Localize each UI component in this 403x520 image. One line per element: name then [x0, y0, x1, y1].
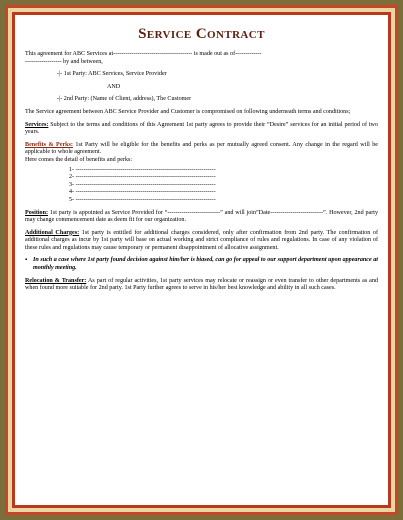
position-text: 1st party is appointed as Service Provided for “--------------------------” and will join”Date--------------------------”. However, 2nd party may change commencement date as deem fit for our organization.: [25, 209, 378, 224]
contract-content: [25, 25, 378, 499]
position-heading: Position:: [25, 209, 49, 216]
list-item: 3- ---------------------------------------------------------------------: [69, 181, 216, 188]
outer-frame: [5, 5, 398, 515]
list-item: 4- ---------------------------------------------------------------------: [69, 189, 216, 196]
agreement-paragraph: The Service agreement between ABC Service Provider and Customer is compromised on following underneath terms and conditions;: [25, 108, 351, 115]
services-heading: Services:: [25, 121, 49, 128]
intro-line: This agreement for ABC Services at--------------------------------------- is made out as of-------------: [25, 51, 262, 57]
mid-frame: [8, 8, 395, 512]
charges-text: 1st party is entitled for additional charges considered, only after confirmation from 2nd party. The confirmation of additional charges as incur by 1st party will base on actual working and strict compliance of rules and regulations. In case of any violation of these rules and regulations may cause temporary or permanent disappointment of allocative assignment.: [25, 229, 378, 251]
relocation-heading: Relocation & Transfer:: [25, 277, 87, 284]
contract-page: [15, 15, 388, 505]
appeal-note: [25, 257, 378, 272]
benefits-section: [25, 142, 378, 157]
first-party: -|- 1st Party: ABC Services, Service Provider: [57, 71, 167, 78]
charges-section: [25, 230, 378, 253]
list-item: 5- ---------------------------------------------------------------------: [69, 196, 216, 203]
relocation-text: As part of regular activities, 1st party services may relocate or reassign or even transfer to other departments as and when found more suitable for 2nd party. 1st Party further agrees to serve in his/her best knowledge and ability in all such cases.: [25, 277, 378, 292]
benefits-detail: Here comes the detail of benefits and perks:: [25, 156, 133, 163]
benefits-heading: Benefits & Perks:: [25, 141, 73, 148]
relocation-section: [25, 278, 378, 293]
page-title: Service Contract: [138, 26, 265, 42]
intro-line-2: ------------------ by and between,: [25, 58, 103, 65]
charges-heading: Additional Charges:: [25, 229, 80, 236]
list-item: 1- ---------------------------------------------------------------------: [69, 166, 216, 173]
and-text: AND: [107, 83, 121, 90]
benefits-text: 1st Party will be eligible for the benefits and perks as per mutually agreed consent. Any change in the regard will be applicable to whole agreement.: [25, 141, 378, 156]
second-party: -|- 2nd Party: (Name of Client, address), The Customer: [57, 96, 192, 103]
appeal-note-text: In such a case where 1st party found decision against him/her is biased, can go for appeal to our support department upon appearance at monthly meeting.: [33, 257, 378, 272]
services-section: [25, 122, 378, 137]
list-item: 2- ---------------------------------------------------------------------: [69, 174, 216, 181]
services-text: Subject to the terms and conditions of this Agreement 1st party agrees to provide their “Desire” services for an initial period of two years.: [25, 121, 378, 136]
bullet-icon: ▪: [25, 257, 28, 264]
inner-frame: [12, 12, 391, 508]
perks-list: [25, 167, 378, 205]
position-section: [25, 210, 378, 225]
